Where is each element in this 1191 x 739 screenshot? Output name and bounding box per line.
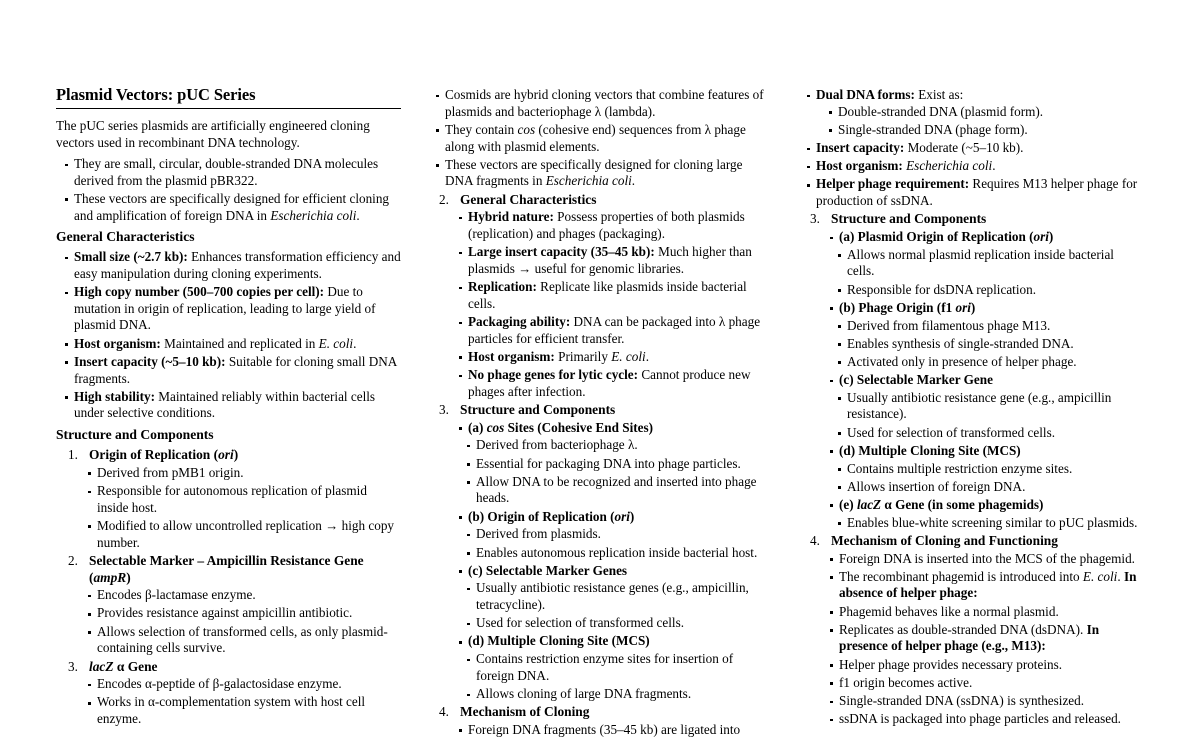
- sub-list-item: Used for selection of transformed cells.: [466, 615, 772, 632]
- sub-list-item: Derived from filamentous phage M13.: [837, 318, 1143, 335]
- list-marker: 4.: [810, 532, 820, 548]
- sub-list-item: Enables synthesis of single-stranded DNA.: [837, 336, 1143, 353]
- structure-component: (b) Phage Origin (f1 ori) Derived from filamentous phage M13. Enables synthesis of single-stranded DNA. Activated only in presence of helper phage.: [829, 300, 1143, 371]
- labeled-list-item: High copy number (500–700 copies per cell): Due to mutation in origin of replication, leading to large yield of plasmid DNA.: [64, 284, 401, 334]
- sub-list-item: Essential for packaging DNA into phage particles.: [466, 456, 772, 473]
- sub-bullet-list: [837, 390, 1143, 442]
- list-marker: 4.: [439, 704, 449, 720]
- phagemid-general-characteristics-list: [806, 87, 1143, 210]
- cosmid-mechanism-section: [427, 704, 772, 738]
- column-cosmids: [427, 86, 772, 737]
- structure-numbered-list: [56, 447, 401, 728]
- section-heading: Structure and Components: [831, 211, 987, 227]
- section-heading: Structure and Components: [460, 401, 616, 417]
- sub-list-item: Allows normal plasmid replication inside bacterial cells.: [837, 247, 1143, 280]
- labeled-list-item: High stability: Maintained reliably within bacterial cells under selective conditions.: [64, 389, 401, 422]
- labeled-list-item: Host organism: Escherichia coli.: [806, 158, 1143, 175]
- sub-list-item: Enables autonomous replication inside bacterial host.: [466, 545, 772, 562]
- list-item: Cosmids are hybrid cloning vectors that combine features of plasmids and bacteriophage λ (lambda).: [435, 87, 772, 120]
- heading-structure-components: Structure and Components: [56, 427, 214, 443]
- heading-general-characteristics: General Characteristics: [56, 229, 195, 245]
- sub-bullet-list: [466, 526, 772, 561]
- sub-list-item: Provides resistance against ampicillin antibiotic.: [87, 605, 401, 622]
- sub-list-item: Usually antibiotic resistance genes (e.g., ampicillin, tetracycline).: [466, 580, 772, 613]
- list-item: Foreign DNA fragments (35–45 kb) are ligated into: [458, 722, 772, 739]
- sub-list-item: Encodes α-peptide of β-galactosidase enzyme.: [87, 676, 401, 693]
- sub-bullet-list: [837, 461, 1143, 496]
- sub-list-item: Responsible for dsDNA replication.: [837, 282, 1143, 299]
- sub-list-item: Allows selection of transformed cells, as only plasmid-containing cells survive.: [87, 624, 401, 657]
- mechanism-step: Helper phage provides necessary proteins.: [829, 657, 1143, 674]
- structure-component: (a) cos Sites (Cohesive End Sites) Derived from bacteriophage λ. Essential for packaging DNA into phage particles. Allow DNA to be recognized and inserted into phage heads.: [458, 420, 772, 507]
- structure-item: [56, 553, 401, 657]
- sub-list-item: Double-stranded DNA (plasmid form).: [828, 104, 1143, 121]
- sub-bullet-list: [837, 318, 1143, 371]
- sub-bullet-list: [466, 437, 772, 507]
- list-marker: 2.: [68, 552, 78, 568]
- structure-component-list: [829, 229, 1143, 531]
- sub-bullet-list: [87, 587, 401, 657]
- sub-list-item: Activated only in presence of helper phage.: [837, 354, 1143, 371]
- general-characteristics-list: [64, 249, 401, 422]
- mechanism-step: f1 origin becomes active.: [829, 675, 1143, 692]
- labeled-list-item: Replication: Replicate like plasmids inside bacterial cells.: [458, 279, 772, 312]
- sub-list-item: Used for selection of transformed cells.: [837, 425, 1143, 442]
- sub-list-item: Contains multiple restriction enzyme sites.: [837, 461, 1143, 478]
- structure-section: [798, 211, 1143, 531]
- sub-list-item: Usually antibiotic resistance gene (e.g., ampicillin resistance).: [837, 390, 1143, 423]
- list-marker: 3.: [439, 401, 449, 417]
- sub-bullet-list: [828, 104, 1143, 139]
- sub-bullet-list: [466, 651, 772, 703]
- section-heading: Origin of Replication (ori): [89, 447, 239, 463]
- cosmid-structure-section: [427, 402, 772, 703]
- structure-component: (b) Origin of Replication (ori) Derived from plasmids. Enables autonomous replication inside bacterial host.: [458, 509, 772, 562]
- structure-item: [56, 659, 401, 728]
- cosmid-general-characteristics-section: [427, 192, 772, 401]
- labeled-list-item: No phage genes for lytic cycle: Cannot produce new phages after infection.: [458, 367, 772, 400]
- mechanism-step: ssDNA is packaged into phage particles and released.: [829, 711, 1143, 728]
- general-characteristics-section: [427, 192, 772, 401]
- structure-component: (e) lacZ α Gene (in some phagemids) Enables blue-white screening similar to pUC plasmids.: [829, 497, 1143, 531]
- sub-list-item: Allows cloning of large DNA fragments.: [466, 686, 772, 703]
- sub-bullet-list: [87, 465, 401, 551]
- column-phagemids: [798, 86, 1143, 727]
- intro-bullet-list: [64, 156, 401, 224]
- list-marker: 1.: [68, 447, 78, 463]
- labeled-list-item: Insert capacity: Moderate (~5–10 kb).: [806, 140, 1143, 157]
- structure-component: (a) Plasmid Origin of Replication (ori) Allows normal plasmid replication inside bacterial cells. Responsible for dsDNA replication.: [829, 229, 1143, 298]
- general-characteristics-list: [458, 209, 772, 400]
- sub-list-item: Enables blue-white screening similar to pUC plasmids.: [837, 515, 1143, 532]
- sub-bullet-list: [87, 676, 401, 728]
- page-title: Plasmid Vectors: pUC Series: [56, 85, 256, 104]
- structure-component-list: [458, 420, 772, 703]
- sub-bullet-list: [466, 580, 772, 632]
- mechanism-section: [427, 704, 772, 738]
- sub-bullet-list: [837, 247, 1143, 299]
- mechanism-list: [458, 722, 772, 739]
- section-heading: Mechanism of Cloning and Functioning: [831, 532, 1058, 548]
- list-item: These vectors are specifically designed for cloning large DNA fragments in Escherichia coli.: [435, 157, 772, 190]
- sub-list-item: Contains restriction enzyme sites for insertion of foreign DNA.: [466, 651, 772, 684]
- three-column-layout: [56, 85, 1161, 737]
- intro-paragraph: The pUC series plasmids are artificially engineered cloning vectors used in recombinant DNA technology.: [56, 118, 370, 151]
- list-marker: 3.: [810, 211, 820, 227]
- cosmid-intro-bullet-list: [435, 87, 772, 190]
- list-item: They contain cos (cohesive end) sequences from λ phage along with plasmid elements.: [435, 122, 772, 155]
- list-marker: 2.: [439, 191, 449, 207]
- labeled-list-item: Host organism: Maintained and replicated in E. coli.: [64, 336, 401, 353]
- mechanism-step: The recombinant phagemid is introduced into E. coli. In absence of helper phage:: [829, 569, 1143, 602]
- labeled-list-item: Dual DNA forms: Exist as: Double-stranded DNA (plasmid form). Single-stranded DNA (phage form).: [806, 87, 1143, 139]
- structure-item: [56, 447, 401, 551]
- labeled-list-item: Helper phage requirement: Requires M13 helper phage for production of ssDNA.: [806, 176, 1143, 209]
- sub-bullet-list: [837, 515, 1143, 532]
- title-divider: [56, 108, 401, 109]
- labeled-list-item: Insert capacity (~5–10 kb): Suitable for cloning small DNA fragments.: [64, 354, 401, 387]
- sub-list-item: Modified to allow uncontrolled replication → high copy number.: [87, 518, 401, 551]
- structure-section: [427, 402, 772, 703]
- section-heading: lacZ α Gene: [89, 658, 158, 674]
- sub-list-item: Single-stranded DNA (phage form).: [828, 122, 1143, 139]
- column-plasmid-vectors: [56, 85, 401, 727]
- labeled-list-item: Host organism: Primarily E. coli.: [458, 349, 772, 366]
- sub-list-item: Encodes β-lactamase enzyme.: [87, 587, 401, 604]
- structure-component: (c) Selectable Marker Gene Usually antibiotic resistance gene (e.g., ampicillin resistance). Used for selection of transformed cells.: [829, 372, 1143, 441]
- structure-component: (d) Multiple Cloning Site (MCS) Contains restriction enzyme sites for insertion of foreign DNA. Allows cloning of large DNA fragments.: [458, 633, 772, 702]
- sub-list-item: Works in α-complementation system with host cell enzyme.: [87, 694, 401, 727]
- list-item: These vectors are specifically designed for efficient cloning and amplification of foreign DNA in Escherichia coli.: [64, 191, 401, 224]
- sub-list-item: Responsible for autonomous replication of plasmid inside host.: [87, 483, 401, 516]
- sub-list-item: Derived from pMB1 origin.: [87, 465, 401, 482]
- mechanism-list: [829, 551, 1143, 728]
- sub-list-item: Allow DNA to be recognized and inserted into phage heads.: [466, 474, 772, 507]
- labeled-list-item: Packaging ability: DNA can be packaged into λ phage particles for efficient transfer.: [458, 314, 772, 347]
- section-heading: General Characteristics: [460, 191, 597, 207]
- mechanism-section: [798, 533, 1143, 728]
- mechanism-step: Foreign DNA is inserted into the MCS of the phagemid.: [829, 551, 1143, 568]
- sub-list-item: Derived from bacteriophage λ.: [466, 437, 772, 454]
- sub-list-item: Derived from plasmids.: [466, 526, 772, 543]
- labeled-list-item: Small size (~2.7 kb): Enhances transformation efficiency and easy manipulation during cloning experiments.: [64, 249, 401, 282]
- mechanism-step: Phagemid behaves like a normal plasmid.: [829, 604, 1143, 621]
- section-heading: Selectable Marker – Ampicillin Resistance Gene (ampR): [89, 552, 364, 585]
- structure-component: (d) Multiple Cloning Site (MCS) Contains multiple restriction enzyme sites. Allows insertion of foreign DNA.: [829, 443, 1143, 496]
- mechanism-step: Replicates as double-stranded DNA (dsDNA). In presence of helper phage (e.g., M13):: [829, 622, 1143, 655]
- labeled-list-item: Large insert capacity (35–45 kb): Much higher than plasmids → useful for genomic libraries.: [458, 244, 772, 277]
- phagemid-structure-section: [798, 211, 1143, 531]
- phagemid-mechanism-section: [798, 533, 1143, 728]
- mechanism-step: Single-stranded DNA (ssDNA) is synthesized.: [829, 693, 1143, 710]
- list-item: They are small, circular, double-stranded DNA molecules derived from the plasmid pBR322.: [64, 156, 401, 189]
- labeled-list-item: Hybrid nature: Possess properties of both plasmids (replication) and phages (packaging).: [458, 209, 772, 242]
- structure-component: (c) Selectable Marker Genes Usually antibiotic resistance genes (e.g., ampicillin, tetracycline). Used for selection of transformed cells.: [458, 563, 772, 632]
- section-heading: Mechanism of Cloning: [460, 704, 590, 720]
- list-marker: 3.: [68, 658, 78, 674]
- sub-list-item: Allows insertion of foreign DNA.: [837, 479, 1143, 496]
